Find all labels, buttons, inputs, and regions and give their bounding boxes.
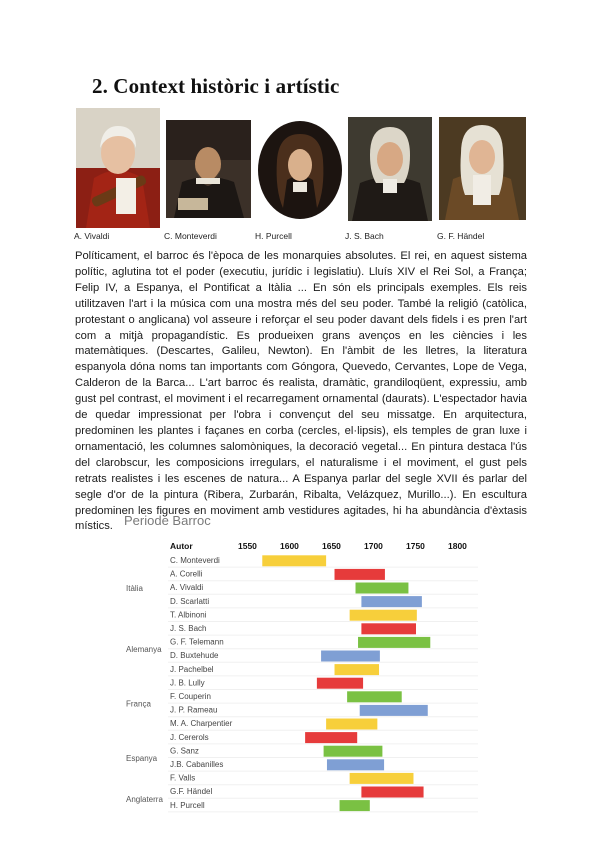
chart-year-tick-1800: 1800 [448, 541, 467, 551]
chart-bar-d-buxtehude [321, 651, 380, 662]
chart-bar-j-pachelbel [335, 664, 380, 675]
chart-author-label: F. Couperin [170, 692, 211, 701]
chart-author-label: J. P. Rameau [170, 705, 218, 715]
chart-country-label: Espanya [126, 754, 158, 763]
caption-purcell: H. Purcell [255, 231, 292, 241]
chart-country-label: Anglaterra [126, 794, 163, 804]
chart-author-label: M. A. Charpentier [170, 719, 233, 729]
chart-country-label: Itàlia [126, 584, 143, 593]
chart-bar-g-sanz [324, 746, 383, 757]
chart-author-label: D. Buxtehude [170, 651, 219, 661]
caption-handel: G. F. Händel [437, 231, 485, 241]
chart-author-label: J.B. Cabanilles [170, 760, 224, 769]
chart-author-label: T. Albinoni [170, 610, 207, 620]
chart-year-tick-1650: 1650 [322, 541, 341, 551]
context-paragraph: Políticament, el barroc és l'època de les monarquies absolutes. El rei, en aquest sistema polític, aglutina tot el poder (executiu, jurídic i legislatiu). Lluís XIV el Rei Sol, a França; Felip IV, a Espanya, el Pontificat a Itàlia ... En són els principals exemples. Els reis utilitzaven l'art i la música com una mostra més del seu poder. També la religió (catòlica, protestant o anglicana) vol asseure i reforçar el seu poder davant dels fidels i es pren l'art com a mitjà propagandístic. Es produeixen grans avenços en les ciències i les matemàtiques. (Descartes, Galileu, Newton). En l'àmbit de les lletres, la literatura espanyola dóna noms tan importants com Góngora, Quevedo, Cervantes, Lope de Vega, Calderon de la Barca... L'art barroc és realista, dramàtic, grandiloqüent, expressiu, amb gust pel contrast, el moviment i el recarregament ornamental (daurats). L'espectador havia de quedar impressionat per l'obra i convençut del seu missatge. En arquitectura, predominen les plantes i façanes en corba (cercles, el·lipsis), els temples de gran luxe i ornamentació, les columnes salomòniques, la decoració vegetal... En pintura destaca l'ús del clarobscur, les composicions irregulars, el naturalisme i el moviment, el gust pels retrats realistes i les escenes de natura... A Espanya parlar del segle XVII és parlar del segle d'or de la pintura (Ribera, Zurbarán, Ribalta, Velázquez, Murillo...). En escultura predominen les figures en moviment amb vestidures agitades, hi ha abundància d'èxtasis místics. [75, 250, 527, 533]
chart-author-label: A. Corelli [170, 569, 203, 579]
chart-author-label: A. Vivaldi [170, 583, 204, 593]
chart-bar-j-b-cabanilles [327, 759, 384, 770]
chart-country-label: Alemanya [126, 645, 162, 655]
chart-bar-c-monteverdi [262, 555, 326, 566]
chart-bar-m-a-charpentier [326, 719, 377, 730]
chart-year-tick-1600: 1600 [280, 541, 299, 551]
chart-author-label: J. B. Lully [170, 678, 205, 688]
chart-bar-j-p-rameau [360, 705, 428, 716]
chart-author-label: F. Valls [170, 773, 196, 783]
chart-title: Periode Barroc [124, 513, 211, 528]
chart-year-tick-1700: 1700 [364, 541, 383, 551]
chart-author-label: J. Cererols [170, 732, 209, 742]
chart-author-label: H. Purcell [170, 800, 205, 810]
chart-author-label: J. S. Bach [170, 624, 207, 633]
chart-bar-j-cererols [305, 732, 357, 743]
chart-bar-h-purcell [340, 800, 370, 811]
chart-bar-j-b-lully [317, 678, 363, 689]
chart-country-label: França [126, 699, 151, 709]
chart-author-label: D. Scarlatti [170, 596, 210, 606]
chart-bar-g-f-h-ndel [361, 787, 423, 798]
caption-bach: J. S. Bach [345, 231, 384, 241]
chart-author-label: G. F. Telemann [170, 637, 224, 647]
caption-monteverdi: C. Monteverdi [164, 231, 217, 241]
chart-bar-a-vivaldi [356, 583, 409, 594]
chart-bar-t-albinoni [350, 610, 417, 621]
chart-author-label: J. Pachelbel [170, 664, 214, 674]
chart-author-label: C. Monteverdi [170, 556, 220, 565]
chart-column-header: Autor [170, 541, 193, 551]
chart-year-tick-1750: 1750 [406, 541, 425, 551]
chart-bar-d-scarlatti [361, 596, 421, 607]
chart-author-label: G. Sanz [170, 746, 199, 756]
chart-bar-f-couperin [347, 691, 402, 702]
chart-bar-f-valls [350, 773, 414, 784]
chart-bar-a-corelli [335, 569, 385, 580]
chart-year-tick-1550: 1550 [238, 541, 257, 551]
caption-vivaldi: A. Vivaldi [74, 231, 110, 241]
chart-author-label: G.F. Händel [170, 787, 213, 797]
chart-bar-g-f-telemann [358, 637, 430, 648]
chart-bar-j-s-bach [361, 623, 416, 634]
section-heading: 2. Context històric i artístic [92, 74, 340, 98]
